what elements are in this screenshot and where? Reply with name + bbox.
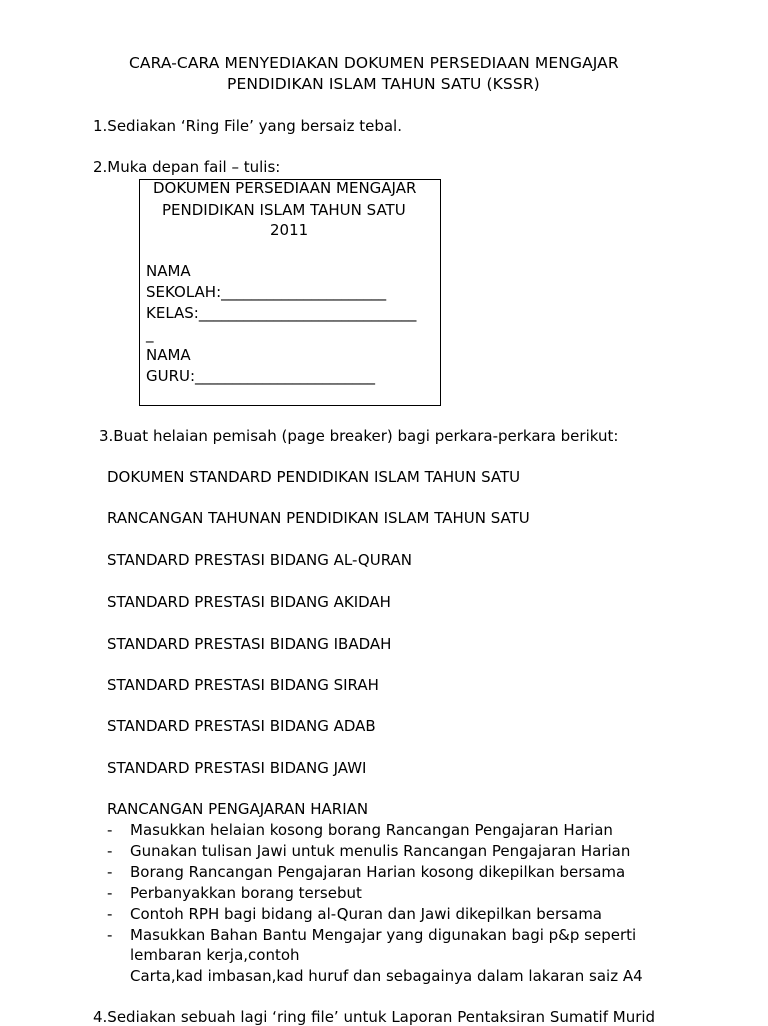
step-4: 4.Sediakan sebuah lagi ‘ring file’ untuk Laporan Pentaksiran Sumatif Murid [93, 1008, 656, 1026]
rph-bullet: Masukkan Bahan Bantu Mengajar yang digunakan bagi p&p seperti [130, 926, 637, 944]
cover-kelas-field: KELAS:_____________________________ [146, 304, 417, 322]
cover-kelas-wrap: _ [146, 325, 154, 343]
rph-bullet: Gunakan tulisan Jawi untuk menulis Rancangan Pengajaran Harian [130, 842, 631, 860]
cover-year: 2011 [270, 221, 309, 239]
section-heading: RANCANGAN TAHUNAN PENDIDIKAN ISLAM TAHUN SATU [107, 509, 530, 527]
section-heading: STANDARD PRESTASI BIDANG ADAB [107, 717, 376, 735]
rph-bullet: Borang Rancangan Pengajaran Harian kosong dikepilkan bersama [130, 863, 626, 881]
bullet-marker: - [107, 884, 113, 902]
rph-bullet-continuation: lembaran kerja,contoh [130, 946, 300, 964]
section-heading: STANDARD PRESTASI BIDANG JAWI [107, 759, 367, 777]
section-heading: STANDARD PRESTASI BIDANG AL-QURAN [107, 551, 413, 569]
step-2: 2.Muka depan fail – tulis: [93, 158, 281, 176]
section-heading: DOKUMEN STANDARD PENDIDIKAN ISLAM TAHUN SATU [107, 468, 521, 486]
rph-bullet: Contoh RPH bagi bidang al-Quran dan Jawi dikepilkan bersama [130, 905, 602, 923]
cover-sekolah-field: SEKOLAH:______________________ [146, 283, 387, 301]
rph-bullet: Perbanyakkan borang tersebut [130, 884, 362, 902]
cover-line-2: PENDIDIKAN ISLAM TAHUN SATU [162, 201, 406, 219]
cover-line-1: DOKUMEN PERSEDIAAN MENGAJAR [153, 179, 417, 197]
step-3: 3.Buat helaian pemisah (page breaker) bagi perkara-perkara berikut: [99, 427, 619, 445]
cover-guru-field: GURU:________________________ [146, 367, 376, 385]
cover-nama-label: NAMA [146, 262, 191, 280]
step-1: 1.Sediakan ‘Ring File’ yang bersaiz tebal. [93, 117, 402, 135]
bullet-marker: - [107, 926, 113, 944]
bullet-marker: - [107, 863, 113, 881]
section-heading: STANDARD PRESTASI BIDANG IBADAH [107, 635, 392, 653]
document-title-line-2: PENDIDIKAN ISLAM TAHUN SATU (KSSR) [227, 75, 540, 93]
bullet-marker: - [107, 842, 113, 860]
rph-bullet-continuation: Carta,kad imbasan,kad huruf dan sebagainya dalam lakaran saiz A4 [130, 967, 643, 985]
cover-nama-guru-label: NAMA [146, 346, 191, 364]
section-heading: STANDARD PRESTASI BIDANG SIRAH [107, 676, 379, 694]
document-title-line-1: CARA-CARA MENYEDIAKAN DOKUMEN PERSEDIAAN MENGAJAR [129, 54, 619, 72]
bullet-marker: - [107, 821, 113, 839]
section-heading: STANDARD PRESTASI BIDANG AKIDAH [107, 593, 391, 611]
rph-bullet: Masukkan helaian kosong borang Rancangan Pengajaran Harian [130, 821, 613, 839]
section-heading: RANCANGAN PENGAJARAN HARIAN [107, 800, 369, 818]
bullet-marker: - [107, 905, 113, 923]
